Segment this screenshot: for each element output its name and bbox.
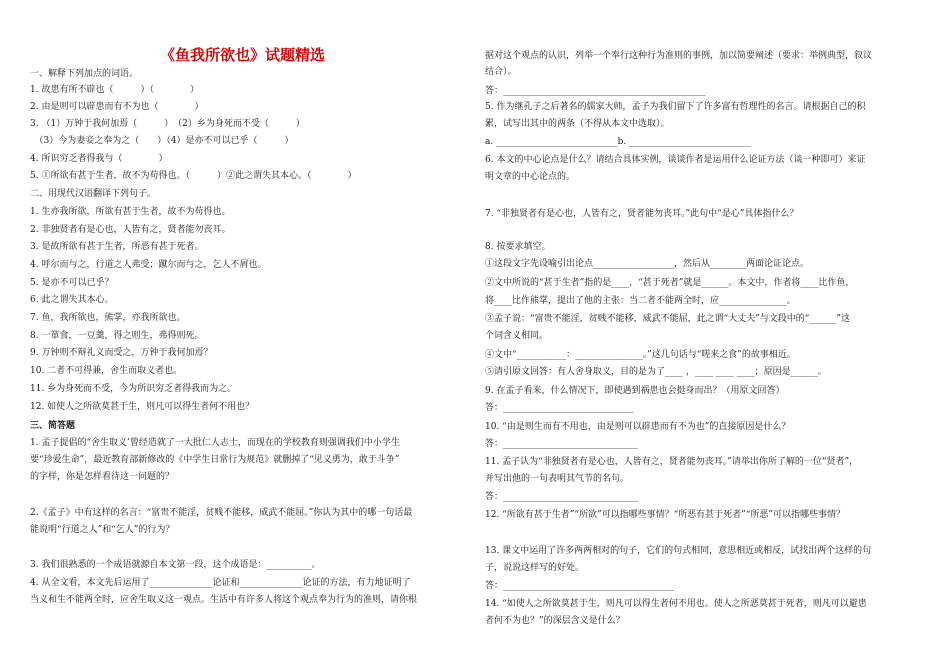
text-line: 10. “由是则生而有不用也，由是则可以辟患而有不为也”的直接原因是什么？ (485, 422, 791, 432)
text-line: 9. 万钟则不辩礼义而受之，万钟于我何加焉？ (30, 348, 213, 358)
text-line: 1. 故患有所不辟也（ ）（ ） (30, 85, 199, 95)
text-line: 者何不为也？”的深层含义是什么？ (485, 616, 625, 626)
text-line: 个词含义相同。 (485, 331, 549, 341)
text-line: 6. 本文的中心论点是什么？请结合具体实例，谈谈作者是运用什么论证方法（谈一种即可）来证 (485, 155, 866, 165)
text-line: 8. 按要求填空。 (485, 242, 551, 252)
text-line: 6. 此之谓失其本心。 (30, 295, 114, 305)
text-line: 4. 呼尔而与之，行道之人弗受；蹴尔而与之，乞人不屑也。 (30, 260, 267, 270)
text-line: ⑤请引原文回答：有人舍身取义，目的是为了____ ，____ ____ ____；原因是______。 (485, 367, 827, 377)
text-line: 答：______________________________________ (485, 581, 675, 591)
text-line: 子，说说这样写的好处。 (485, 563, 585, 573)
text-line: 结合）。 (485, 67, 517, 77)
text-line: a. ___________________________b. ___________________________ (485, 137, 751, 147)
text-line: 2.《孟子》中有这样的名言：“富贵不能淫，贫贱不能移，威武不能屈。”你认为其中的哪一句话最 (30, 508, 413, 518)
text-line: 一、解释下列加点的词语。 (30, 69, 139, 79)
text-line: 答：______________________________ (485, 439, 639, 449)
text-line: 答：_____________________________________________ (485, 86, 706, 96)
text-line: 3. 我们很熟悉的一个成语就源自本文第一段，这个成语是：__________。 (30, 560, 321, 570)
text-line: 能说明“行道之人”和“乞人”的行为？ (30, 525, 175, 535)
text-line: 的字样，你是怎样看待这一问题的？ (30, 472, 175, 482)
text-line: 3. （1）万钟于我何加焉（ ） （2）乡为身死而不受（ ） (30, 119, 305, 129)
text-line: 2. 由是则可以辟患而有不为也（ ） (30, 102, 204, 112)
text-line: 14. “如使人之所欲莫甚于生，则凡可以得生者何不用也。使人之所恶莫甚于死者，则凡可以避患 (485, 599, 867, 609)
text-line: （3）今为妻妾之奉为之（ ）（4）是亦不可以已乎（ ） (30, 136, 294, 146)
text-line: 7. 鱼，我所欲也，熊掌，亦我所欲也。 (30, 313, 186, 323)
text-line: 4. 所识穷乏者得我与（ ） (30, 154, 168, 164)
text-line: 累，试写出其中的两条（不得从本文中选取）。 (485, 119, 670, 129)
text-line: 当义和生不能两全时，应舍生取义这一观点。生活中有许多人将这个观点奉为行为的准则，请你根 (30, 595, 418, 605)
text-line: 5. 是亦不可以已乎？ (30, 278, 114, 288)
text-line: 5. 作为继孔子之后著名的儒家大师，孟子为我们留下了许多富有哲理性的名言。请根据自己的积 (485, 102, 866, 112)
text-line: ③孟子说：“富贵不能淫，贫贱不能移，威武不能屈，此之谓“大丈夫”与文段中的“______”这 (485, 314, 851, 324)
text-line: 明文章的中心论点的。 (485, 172, 576, 182)
text-line: ①这段文字先设喻引出论点__________________，然后从________两面论证论点。 (485, 259, 810, 269)
text-line: 并写出他的一句表明其气节的名句。 (485, 474, 630, 484)
text-line: 12. “所欲有甚于生者”“所欲”可以指哪些事情？“所恶有甚于死者”“所恶”可以指哪些事情？ (485, 510, 845, 520)
text-line: 1. 孟子提倡的“舍生取义’曾经造就了一大批仁人志士，而现在的学校教育则强调我们中小学生 (30, 438, 400, 448)
text-line: 答：_____________________________ (485, 403, 634, 413)
text-line: 11. 乡为身死而不受，今为所识穷乏者得我而为之。 (30, 384, 237, 394)
text-line: 7. “非独贤者有是心也，人皆有之，贤者能勿丧耳。”此句中“是心”具体指什么？ (485, 209, 799, 219)
text-line: 4. 从全文看，本文先后运用了______________论证和______________论证的方法，有力地证明了 (30, 578, 411, 588)
text-line: 5. ①所欲有甚于生者，故不为苟得也。（ ）②此之谓失其本心。（ ） (30, 171, 357, 181)
text-line: 9. 在孟子看来，什么情况下，即使遇到祸患也会挺身而出？（用原文回答） (485, 386, 785, 396)
text-line: ②文中所说的“甚于生者”指的是____，“甚于死者”就是______。本文中，作者将____比作鱼， (485, 278, 855, 288)
text-line: 据对这个观点的认识，列举一个奉行这种行为准则的事例，加以简要阐述（要求：举例典型，叙议 (485, 51, 873, 61)
text-line: 10. 二者不可得兼，舍生而取义者也。 (30, 366, 183, 376)
text-line: 8. 一箪食，一豆羹，得之则生，弗得则死。 (30, 331, 204, 341)
text-line: 3. 是故所欲有甚于生者，所恶有甚于死者。 (30, 242, 204, 252)
page-title: 《鱼我所欲也》试题精选 (160, 46, 326, 64)
text-line: 1. 生亦我所欲，所欲有甚于生者，故不为苟得也。 (30, 207, 231, 217)
text-line: 二、用现代汉语翻译下列句子。 (30, 189, 157, 199)
text-line: ④文中“___________：_______________。”这几句话与“嗟来之食”的故事相近。 (485, 350, 796, 360)
text-line: 11. 孟子认为“非独贤者有是心也，人皆有之，贤者能勿丧耳。”请举出你所了解的一位“贤者”， (485, 457, 859, 467)
text-line: 答：______________________________ (485, 492, 639, 502)
text-line: 将____比作熊掌，提出了他的主张：当二者不能两全时，应_______________。 (485, 296, 796, 306)
text-line: 三、简答题 (30, 421, 76, 431)
text-line: 12. 如使人之所欲莫甚于生，则凡可以得生者何不用也？ (30, 402, 255, 412)
text-line: 2. 非独贤者有是心也，人皆有之，贤者能勿丧耳。 (30, 225, 231, 235)
text-line: 13. 课文中运用了许多两两相对的句子，它们的句式相同，意思相近或相反，试找出两个这样的句 (485, 546, 872, 556)
text-line: 要“珍爱生命”，最近教育部新修改的《中学生日常行为规范》就删掉了“见义勇为，敢于斗争” (30, 455, 400, 465)
